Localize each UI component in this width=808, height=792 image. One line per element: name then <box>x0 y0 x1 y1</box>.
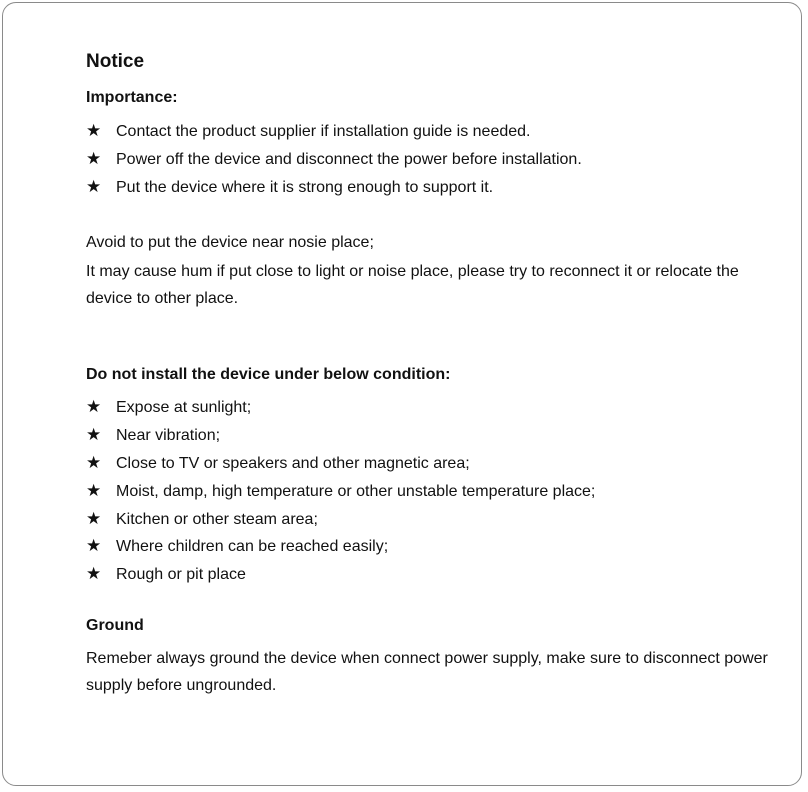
star-icon: ★ <box>86 452 102 472</box>
ground-heading: Ground <box>86 616 144 634</box>
conditions-list <box>86 394 776 589</box>
noise-body: It may cause hum if put close to light or noise place, please try to reconnect it or relocate the device to other place. <box>86 263 739 308</box>
star-icon: ★ <box>86 397 102 417</box>
ground-body: Remeber always ground the device when connect power supply, make sure to disconnect power supply before ungrounded. <box>86 649 768 694</box>
importance-list <box>86 118 776 201</box>
star-icon: ★ <box>86 121 102 140</box>
star-icon: ★ <box>86 564 102 584</box>
list-item: ★ Power off the device and disconnect the power before installation. <box>86 146 776 174</box>
star-icon: ★ <box>86 508 102 528</box>
list-item: ★ Put the device where it is strong enough to support it. <box>86 174 776 202</box>
importance-heading: Importance: <box>86 89 178 106</box>
conditions-heading: Do not install the device under below condition: <box>86 366 451 384</box>
list-item: ★ Rough or pit place <box>86 561 776 589</box>
list-item: ★ Close to TV or speakers and other magnetic area; <box>86 450 776 478</box>
list-item: ★ Near vibration; <box>86 422 776 450</box>
noise-heading: Avoid to put the device near nosie place; <box>86 234 374 252</box>
page-title: Notice <box>86 51 145 72</box>
list-item: ★ Kitchen or other steam area; <box>86 506 776 534</box>
list-item: ★ Where children can be reached easily; <box>86 533 776 561</box>
star-icon: ★ <box>86 148 102 168</box>
star-icon: ★ <box>86 536 102 556</box>
list-item: ★ Moist, damp, high temperature or other unstable temperature place; <box>86 478 776 506</box>
list-item: ★ Contact the product supplier if installation guide is needed. <box>86 118 776 146</box>
notice-content <box>86 49 776 699</box>
list-item: ★ Expose at sunlight; <box>86 394 776 422</box>
star-icon: ★ <box>86 176 102 196</box>
star-icon: ★ <box>86 480 102 500</box>
star-icon: ★ <box>86 425 102 445</box>
